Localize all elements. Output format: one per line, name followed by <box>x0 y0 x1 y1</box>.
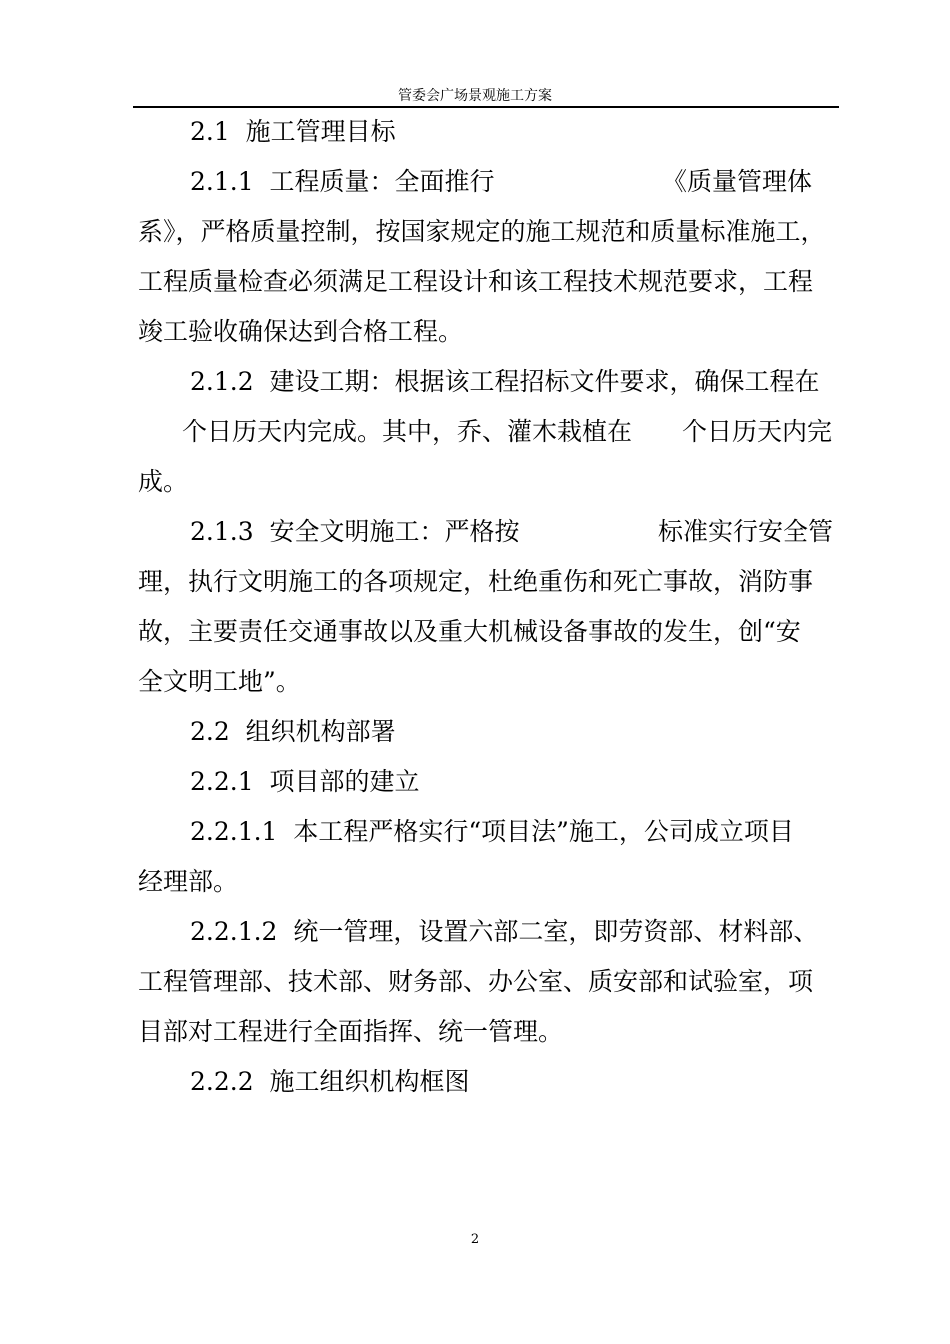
paragraph-2-1-2-line-1: 2.1.2 建设工期：根据该工程招标文件要求，确保工程在 <box>190 367 820 396</box>
paragraph-2-1-3-line-2: 理，执行文明施工的各项规定，杜绝重伤和死亡事故，消防事 <box>138 567 814 596</box>
paragraph-2-1-1-line-1: 2.1.1 工程质量：全面推行 <box>190 167 495 196</box>
page-number: 2 <box>470 1232 480 1247</box>
paragraph-2-1-3-line-4: 全文明工地”。 <box>138 667 301 696</box>
paragraph-2-1-1-line-2: 系》，严格质量控制，按国家规定的施工规范和质量标准施工， <box>138 217 826 246</box>
page-header-title: 管委会广场景观施工方案 <box>398 88 552 104</box>
paragraph-2-1-2-line-2: 个日历天内完成。其中，乔、灌木栽植在 <box>182 417 633 446</box>
paragraph-2-1-2-line-2-tail: 个日历天内完 <box>682 417 833 446</box>
paragraph-2-1-3-line-1-tail: 标准实行安全管 <box>658 517 834 546</box>
heading-2-2: 2.2 组织机构部署 <box>190 717 396 746</box>
paragraph-2-2-1-2-line-2: 工程管理部、技术部、财务部、办公室、质安部和试验室，项 <box>138 967 814 996</box>
paragraph-2-2-1-2-line-1: 2.2.1.2 统一管理，设置六部二室，即劳资部、材料部、 <box>190 917 819 946</box>
paragraph-2-1-1-line-1-tail: 《质量管理体 <box>662 167 813 196</box>
paragraph-2-2-1-2-line-3: 目部对工程进行全面指挥、统一管理。 <box>138 1017 564 1046</box>
paragraph-2-2-1-1-line-2: 经理部。 <box>138 867 239 896</box>
paragraph-2-1-2-line-3: 成。 <box>138 467 189 496</box>
paragraph-2-1-3-line-1: 2.1.3 安全文明施工：严格按 <box>190 517 520 546</box>
paragraph-2-1-1-line-3: 工程质量检查必须满足工程设计和该工程技术规范要求，工程 <box>138 267 814 296</box>
paragraph-2-1-1-line-4: 竣工验收确保达到合格工程。 <box>138 317 464 346</box>
paragraph-2-2-1-1-line-1: 2.2.1.1 本工程严格实行“项目法”施工，公司成立项目 <box>190 817 794 846</box>
paragraph-2-1-3-line-3: 故，主要责任交通事故以及重大机械设备事故的发生，创“安 <box>138 617 801 646</box>
heading-2-2-1: 2.2.1 项目部的建立 <box>190 767 420 796</box>
heading-2-1: 2.1 施工管理目标 <box>190 117 396 146</box>
header-rule <box>133 106 839 108</box>
heading-2-2-2: 2.2.2 施工组织机构框图 <box>190 1067 470 1096</box>
